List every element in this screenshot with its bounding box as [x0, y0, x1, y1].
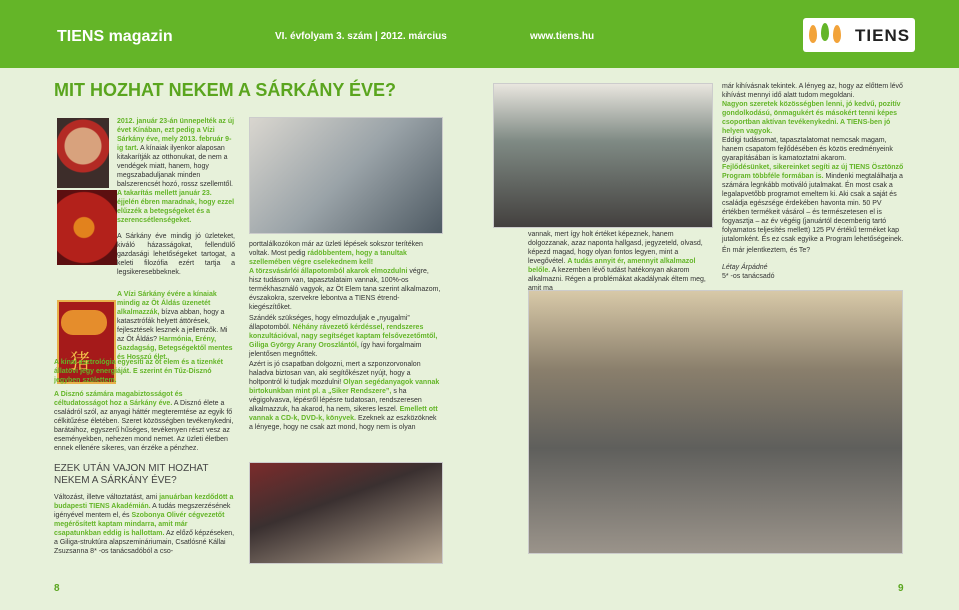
- leaf-icon: [821, 23, 829, 41]
- audience-photo: [249, 462, 443, 564]
- presentation-photo: [249, 117, 443, 234]
- group-seminar-photo: [493, 83, 713, 228]
- col2-para-a: porttalálkozókon már az üzleti lépések sokszor terítéken voltak. Most pedig rádöbbentem, hogy a tanultak szellemében végre cselekednem kell!: [249, 241, 423, 266]
- header-bar: [0, 0, 959, 68]
- para-1: A Sárkány éve mindig jó üzleteket, kiváló házasságokat, fellendülő gazdasági lehetőségeket tartogat, a keleti filozófia ezért tartja a legsikeresebbeknek.: [117, 233, 235, 276]
- page-number-left: 8: [54, 583, 60, 594]
- col3-text: vannak, mert így holt értéket képeznek, hanem dolgozzanak, azaz naponta hallgasd, jegyzeteld, olvasd, képezd magad, hogy olyan fontos legyen, mint a levegővétel. A tudás annyit ér, amennyit alkalmazol belőle. A kezemben lévő tudást hatékonyan akarom alkalmazni. Régen a problémákat akadálynak éltem meg, amit ma: [528, 231, 706, 292]
- article-title: MIT HOZHAT NEKEM A SÁRKÁNY ÉVE?: [54, 80, 397, 100]
- col2-para-d: Azért is jó csapatban dolgozni, mert a szponzorvonalon haladva biztosan van, aki segítőkészet nyújt, hogy a holtpontról ki tudjak mozdulni! Olyan segédanyagok vannak birtokunkban mint pl. a „Siker Rendszere”, s ha végigolvasva, lépésről lépésre tudatosan, rendszeresen alkalmazzuk, ha akarod, ha nem, sikeres leszel. Emellett ott vannak a CD-k, DVD-k, könyvek. Ezeknek az eszközöknek a lényege, hogy ne csak azt mond, hogy nem is olyan: [249, 361, 440, 431]
- website-url: www.tiens.hu: [530, 31, 595, 42]
- issue-info: VI. évfolyam 3. szám | 2012. március: [275, 31, 447, 42]
- leaf-icon: [809, 25, 817, 43]
- author-name: Létay Árpádné: [722, 264, 768, 271]
- author-title: 5* -os tanácsadó: [722, 273, 775, 280]
- col4-text: már kihívásnak tekintek. A lényeg az, hogy az előttem lévő kihívást mennyi idő alatt tudom megoldani. Nagyon szeretek közösségben lenni, jó kedvű, pozitív gondolkodású, önmagukért és másokért tenni képes csoportban aktívan tevékenykedni. A TIENS-ben jó helyen vagyok. Eddigi tudásomat, tapasztalatomat nemcsak magam, hanem csapatom fejlődésében és közös eredményeink gyarapításában is kamatoztatni akarom. Fejlődésünket, sikereinket segíti az új TIENS Ösztönző Program többféle formában is. Mindenki megtalálhatja a számára legnkább motiváló jutalmakat. Én most csak a legalapvetőbb programot emeltem ki. Aki csak a saját és családja egészsége érdekében havonta min. 50 PV értékben termékeit vásárol – és természetesen el is fogyasztja – az év végéig (januártól decemberig tartó folyamatos teljesítés mellett) 125 PV értékű terméket kap jutalomként. És ez csak egyike a Program lehetőségeinek. Én már jelentkeztem, és Te? Létay Árpádné 5* -os tanácsadó: [722, 83, 904, 280]
- author-portrait: [57, 118, 109, 188]
- para-2: A Vízi Sárkány évére a kínaiak mindig az Öt Áldás üzenetét alkalmazzák, bízva abban, hogy a katasztrófák helyett áttörések, fejlesztések lesznek a jellemzők. Mi az Öt Áldás? Harmónia, Erény, Gazdagság, Betegségektől mentes és Hosszú élet.: [117, 291, 233, 361]
- section-subtitle: EZEK UTÁN VAJON MIT HOZHAT NEKEM A SÁRKÁNY ÉVE?: [54, 463, 209, 486]
- magazine-brand: TIENS magazin: [57, 28, 173, 45]
- pig-icon: [61, 310, 107, 335]
- group-stairs-photo: [528, 290, 903, 554]
- col2-para-c: Szándék szükséges, hogy elmozduljak e „nyugalmi” állapotomból. Néhány rávezető kérdéssel, rendszeres konzultációval, nagy segítséget kaptam felsővezetőmtől, Giliga György Arany Oroszlántól, így havi forgalmaim jelentősen megnőttek.: [249, 315, 438, 358]
- dragon-image: [57, 190, 117, 265]
- col2-para-b: A törzsvásárlói állapotomból akarok elmozdulni végre, hisz tudásom van, tapasztalataim vannak, 100%-os termékhasználó vagyok, az Öt Elem tana szerint alkalmazom, évszakokra, szervekre lebontva a TIENS étrend-kiegészítőket.: [249, 268, 441, 311]
- sub-para: Változást, illetve változtatást, ami januárban kezdődött a budapesti TIENS Akadémián. A tudás megszerzésének igényével mentem el, és Szobonya Olivér cégvezetőt megérősített kaptam mindarra, amit már csapatunkban eddig is hallottam. Az előző képzéseken, a Giliga-struktúra alapszemináriumain, Csatlósné Kállai Zsuzsanna 8* -os tanácsadóból a cso-: [54, 494, 235, 555]
- para-3: A kínai asztrológia egyesíti az öt elem és a tizenkét állatövi jegy energiáját. E szerint én Tűz-Disznó jegyben születtem.: [54, 359, 223, 384]
- leaf-icon: [833, 25, 841, 43]
- para-4: A Disznó számára magabiztosságot és céltudatosságot hoz a Sárkány éve. A Disznó élete a családról szól, az anyagi háttér megteremtése az egyik fő célkitűzése életében. Szeret közösségben tevékenykedni, barátaihoz, egyszerű hűséges, tevékenyen részt vesz az eseményekben, nehezen mond nemet. Az üzleti életben ennek ellenére sikeres, van érzéke a pénzhez.: [54, 391, 234, 452]
- intro-block: 2012. január 23-án ünnepelték az új évet Kínában, ezt pedig a Vízi Sárkány éve, mely 2013. február 9-ig tart. A kínaiak ilyenkor alaposan kitakarítják az otthonukat, de nem a vendégek miatt, hanem, hogy megszabaduljanak minden balszerencsét hozó, rossz szellemtől. A takarítás mellett január 23. éjjelén ébren maradnak, hogy ezzel elűzzék a betegségeket és a szerencsétlenségeket.: [117, 118, 235, 224]
- tiens-logo: [803, 18, 915, 52]
- zodiac-character: 猪: [70, 349, 90, 373]
- logo-text: TIENS: [855, 26, 911, 45]
- page-number-right: 9: [898, 583, 904, 594]
